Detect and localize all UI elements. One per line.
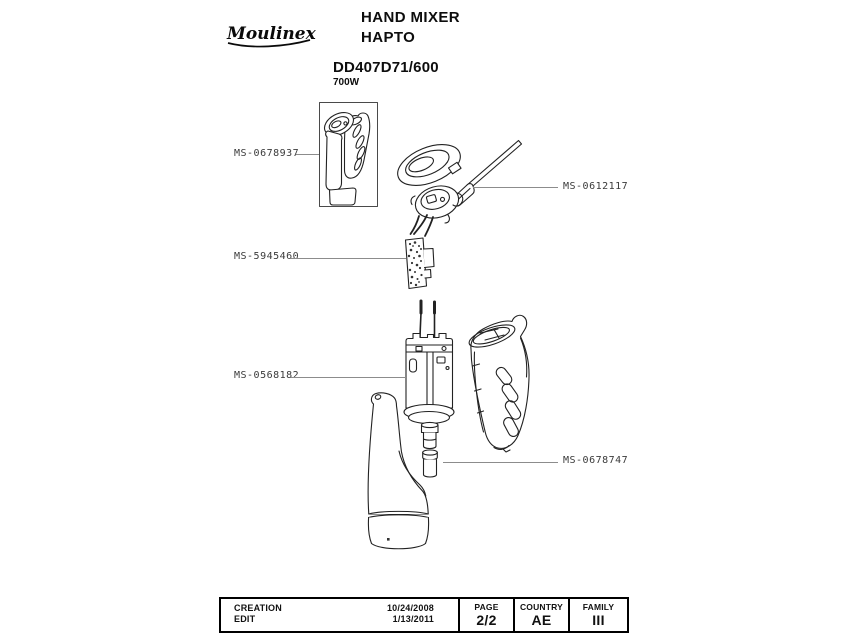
footer-family-cell: [570, 599, 627, 631]
leader-line-cord-switch: [473, 187, 558, 188]
page-label: PAGE: [474, 602, 499, 612]
part-label-motor: MS-0568182: [234, 370, 300, 381]
product-title-line2: HAPTO: [361, 28, 416, 46]
page-value: 2/2: [476, 612, 497, 628]
footer-dates-cell: [221, 599, 460, 631]
edit-row: [221, 613, 458, 624]
footer-country-cell: [515, 599, 570, 631]
collar-ring-drawing: [392, 136, 466, 193]
handle-shell-drawing: [320, 103, 378, 207]
footer-info-table: [219, 597, 629, 633]
leader-line-handle-shell: [296, 154, 319, 155]
creation-row: [221, 602, 458, 613]
pcb-drawing: [406, 238, 435, 289]
family-value: III: [592, 612, 605, 628]
creation-date: 10/24/2008: [386, 603, 434, 613]
footer-page-cell: [460, 599, 515, 631]
creation-label: CREATION: [234, 603, 282, 613]
edit-label: EDIT: [234, 614, 256, 624]
coupling-drawing: [423, 450, 438, 477]
part-label-handle-shell: MS-0678937: [234, 148, 300, 159]
brand-text: Moulinex: [227, 24, 316, 44]
power-rating: 700W: [333, 77, 360, 88]
model-number: DD407D71/600: [333, 59, 439, 76]
part-label-pcb: MS-5945460: [234, 251, 300, 262]
product-title-line1: HAND MIXER: [361, 9, 461, 26]
country-value: AE: [531, 612, 552, 628]
motor-drawing: [404, 301, 454, 449]
leader-line-pcb: [291, 258, 406, 259]
leader-line-coupling: [443, 462, 558, 463]
leader-line-motor: [291, 377, 406, 378]
part-label-cord-switch: MS-0612117: [563, 181, 629, 192]
country-label: COUNTRY: [519, 602, 564, 612]
edit-date: 1/13/2011: [392, 614, 434, 624]
grip-housing-drawing: [467, 315, 529, 452]
family-label: FAMILY: [582, 602, 615, 612]
part-label-coupling: MS-0678747: [563, 455, 629, 466]
